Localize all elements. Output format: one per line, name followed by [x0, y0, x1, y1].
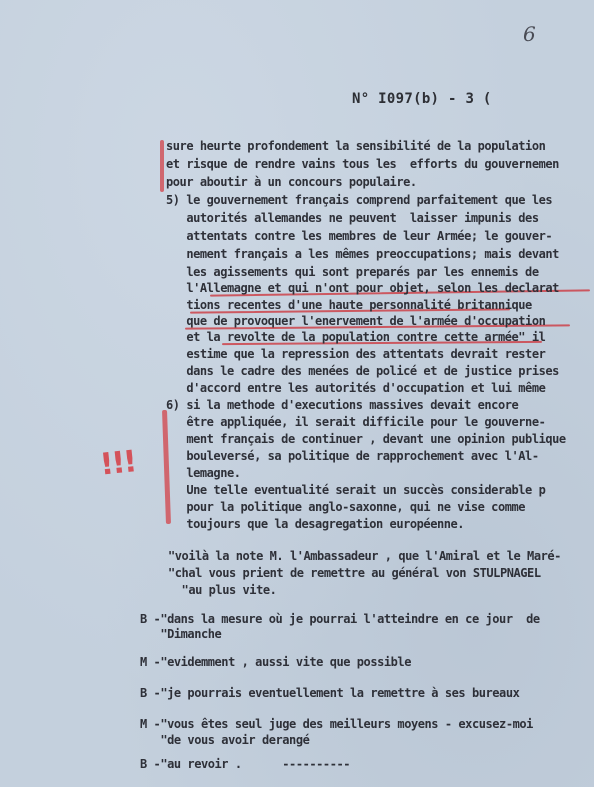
- body-line: 6) si la methode d'executions massives devait encore: [166, 398, 519, 412]
- dialogue-line: B -"au revoir . ----------: [140, 757, 351, 771]
- closing-line: "voilà la note M. l'Ambassadeur , que l'Amiral et le Maré-: [168, 549, 561, 563]
- dialogue-line: M -"evidemment , aussi vite que possible: [140, 655, 411, 669]
- margin-exclamation-note: !!!: [98, 444, 137, 483]
- body-line: que de provoquer l'enervement de l'armée d'occupation: [166, 314, 546, 328]
- closing-line: "chal vous prient de remettre au général von STULPNAGEL: [168, 566, 541, 580]
- body-line: d'accord entre les autorités d'occupation et lui même: [166, 381, 546, 395]
- dialogue-line: "Dimanche: [140, 627, 222, 641]
- body-line: bouleversé, sa politique de rapprochement avec l'Al-: [166, 449, 539, 463]
- dialogue-line: "de vous avoir derangé: [140, 733, 310, 747]
- body-line: pour aboutir à un concours populaire.: [166, 175, 417, 189]
- dialogue-line: M -"vous êtes seul juge des meilleurs moyens - excusez-moi: [140, 717, 533, 731]
- body-line: 5) le gouvernement français comprend parfaitement que les: [166, 193, 553, 207]
- body-line: l'Allemagne et qui n'ont pour objet, selon les declarat: [166, 281, 559, 295]
- body-line: toujours que la desagregation européenne.: [166, 517, 465, 531]
- body-line: pour la politique anglo-saxonne, qui ne vise comme: [166, 500, 526, 514]
- body-line: estime que la repression des attentats devrait rester: [166, 347, 546, 361]
- body-line: ment français de continuer , devant une opinion publique: [166, 432, 566, 446]
- dialogue-line: B -"je pourrais eventuellement la remettre à ses bureaux: [140, 686, 520, 700]
- body-line: attentats contre les membres de leur Armée; le gouver-: [166, 229, 553, 243]
- body-line: Une telle eventualité serait un succès considerable p: [166, 483, 546, 497]
- red-margin-mark-top: [160, 140, 164, 192]
- body-line: sure heurte profondement la sensibilité de la population: [166, 139, 546, 153]
- body-line: et la revolte de la population contre cette armée" il: [166, 330, 546, 344]
- closing-line: "au plus vite.: [168, 583, 277, 597]
- body-line: les agissements qui sont preparés par les ennemis de: [166, 265, 539, 279]
- body-line: et risque de rendre vains tous les efforts du gouvernemen: [166, 157, 559, 171]
- body-line: dans le cadre des menées de policé et de justice prises: [166, 364, 559, 378]
- body-line: tions recentes d'une haute personnalité britannique: [166, 298, 532, 312]
- handwritten-page-number: 6: [523, 22, 536, 46]
- dialogue-line: B -"dans la mesure où je pourrai l'atteindre en ce jour de: [140, 612, 540, 626]
- document-reference: N° I097(b) - 3 (: [352, 91, 492, 107]
- body-line: autorités allemandes ne peuvent laisser impunis des: [166, 211, 539, 225]
- body-line: être appliquée, il serait difficile pour le gouverne-: [166, 415, 546, 429]
- body-line: nement français a les mêmes preoccupations; mais devant: [166, 247, 559, 261]
- body-line: lemagne.: [166, 466, 241, 480]
